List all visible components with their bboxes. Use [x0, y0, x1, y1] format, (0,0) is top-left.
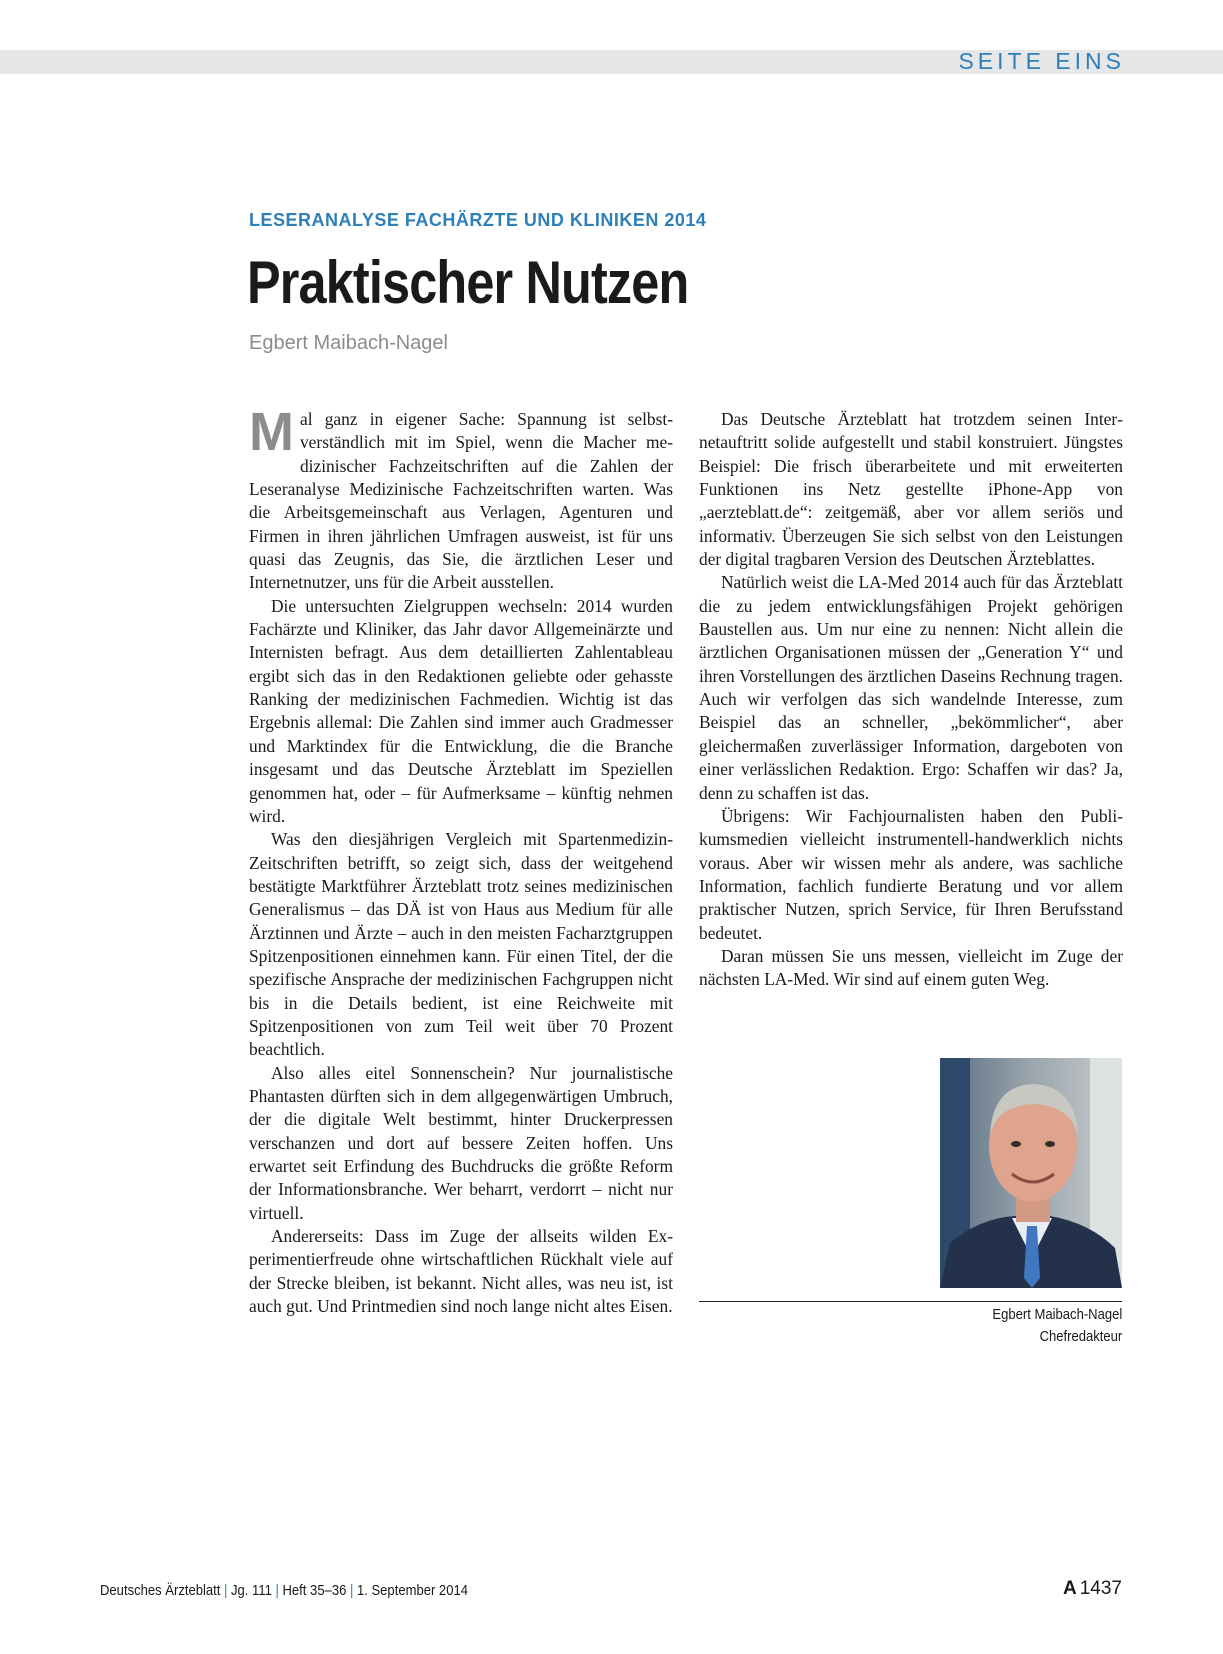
- text-column-left: [249, 402, 673, 1318]
- separator: |: [224, 1583, 228, 1599]
- caption-rule: [699, 1301, 1122, 1302]
- article-title: Praktischer Nutzen: [247, 249, 689, 316]
- paragraph: Was den diesjährigen Vergleich mit Spartenmedizin-Zeitschriften betrifft, so zeigt sich, dass der weitgehend bestätigte Marktführer Ärzteblatt trotz seines medizinischen Generalismus – das DÄ ist von Haus aus Medium für alle Ärztinnen und Ärzte – auch in den meisten Facharztgruppen Spitzenpositionen einnehmen kann. Für einen Titel, der die spezifische Ansprache der medizinischen Fachgruppen nicht bis in die Details bedient, ist eine Reichweite mit Spitzenpositionen von zum Teil weit über 70 Prozent beachtlich.: [249, 829, 673, 1060]
- article-kicker: LESERANALYSE FACHÄRZTE UND KLINIKEN 2014: [249, 210, 707, 230]
- footer-citation: [100, 1583, 468, 1599]
- paragraph: Übrigens: Wir Fachjournalisten haben den Publikumsmedien vielleicht instrumentell-handwerklich nichts voraus. Aber wir wissen mehr als andere, was sachliche Information, fachlich fundierte Beratung und vor allem praktischer Nutzen, sprich Service, für Ihren Berufsstand bedeutet.: [699, 805, 1123, 943]
- paragraph: Daran müssen Sie uns messen, vielleicht im Zuge der nächsten LA-Med. Wir sind auf einem guten Weg.: [699, 945, 1123, 990]
- caption-role: Chefredakteur: [1039, 1329, 1122, 1345]
- paragraph: Das Deutsche Ärzteblatt hat trotzdem seinen Internetauftritt solide aufgestellt und stabil konstruiert. Jüngstes Beispiel: Die frisch überarbeitete und mit erweiterten Funktionen ins Netz gestellte iPhone-App von „aerzteblatt.de“: zeitgemäß, aber vor allem seriös und informativ. Überzeugen Sie sich selbst von den Leistungen der digital tragbaren Version des Deutschen Ärzteblattes.: [699, 409, 1123, 570]
- footer-issue: Heft 35–36: [282, 1583, 347, 1599]
- paragraph: Die untersuchten Zielgruppen wechseln: 2014 wurden Fachärzte und Kliniker, das Jahr davor Allgemeinärzte und Internisten befragt. Aus dem detaillierten Zahlentableau ergibt sich das in den Redaktionen geliebte oder gehasste Ranking der medizinischen Fachmedien. Wichtig ist das Ergebnis allemal: Die Zahlen sind immer auch Gradmesser und Marktindex für die Entwicklung, die die Branche insgesamt und das Deutsche Ärzteblatt im Speziellen genommen hat, oder – für Aufmerksame – künftig nehmen wird.: [249, 595, 673, 826]
- paragraph: Andererseits: Dass im Zuge der allseits wilden Experimentierfreude ohne wirtschaftlichen Rückhalt viele auf der Strecke bleiben, ist bekannt. Nicht alles, was neu ist, ist auch gut. Und Printmedien sind noch lange nicht altes Eisen.: [249, 1226, 673, 1317]
- footer-date: 1. September 2014: [356, 1583, 468, 1599]
- paragraph: [249, 402, 673, 595]
- drop-cap: M: [249, 402, 294, 462]
- article-author: Egbert Maibach-Nagel: [249, 332, 448, 354]
- caption-name: Egbert Maibach-Nagel: [992, 1307, 1122, 1323]
- paragraph: Natürlich weist die LA-Med 2014 auch für das Ärzteblatt die zu jedem entwicklungsfähigen Projekt gehörigen Baustellen aus. Um nur eine zu nennen: Nicht allein die ärztlichen Organisationen müssen der „Generation Y“ und ihren Vorstellungen des ärztlichen Daseins Rechnung tragen. Auch wir verfolgen das sich wandelnde Interesse, zum Beispiel das an schneller, „bekömmlicher“, aber gleichermaßen zuverlässiger Information, dargeboten von einer verlässlichen Redaktion. Ergo: Schaffen wir das? Ja, denn zu schaffen ist das.: [699, 572, 1123, 803]
- page-number: [1063, 1578, 1122, 1600]
- separator: |: [349, 1583, 354, 1599]
- text-column-right: [699, 408, 1123, 992]
- page-prefix: A: [1062, 1578, 1077, 1599]
- portrait-image: [940, 1058, 1122, 1288]
- page-number-value: 1437: [1079, 1578, 1122, 1599]
- paragraph-text: al ganz in eigener Sache: Spannung ist selbstverständlich mit im Spiel, wenn die Macher medizinischer Fachzeitschriften auf die Zahlen der Leseranalyse Medizinische Fachzeitschriften warten. Was die Arbeitsgemeinschaft aus Verlagen, Agenturen und Firmen in ihren jährlichen Umfragen ausweist, ist für uns quasi das Zeugnis, das Sie, die ärztlichen Leser und Internetnutzer, uns für die Arbeit ausstellen.: [249, 409, 673, 593]
- author-photo: [940, 1058, 1122, 1288]
- footer-volume: Jg. 111: [231, 1583, 272, 1599]
- paragraph: Also alles eitel Sonnenschein? Nur journalistische Phantasten dürften sich in dem allgegenwärtigen Umbruch, der die digitale Welt bestimmt, hinter Druckerpressen verschanzen und dort auf bessere Zeiten hoffen. Uns erwartet seit Erfindung des Buchdrucks die größte Reform der Informationsbranche. Wer beharrt, verdorrt – nicht nur virtuell.: [249, 1062, 673, 1223]
- footer-journal: Deutsches Ärzteblatt: [100, 1583, 221, 1599]
- photo-caption: [992, 1304, 1122, 1348]
- section-label: SEITE EINS: [958, 48, 1125, 74]
- separator: |: [275, 1583, 279, 1599]
